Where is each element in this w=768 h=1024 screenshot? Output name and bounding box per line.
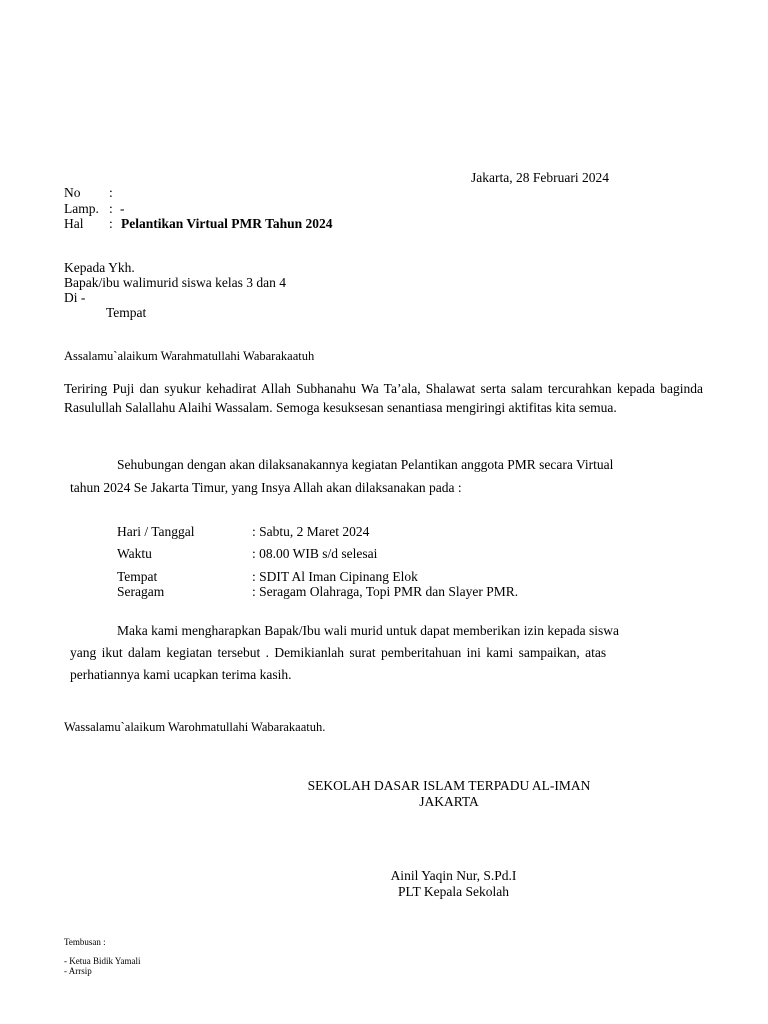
recipient-place: Tempat	[106, 305, 147, 320]
hal-label: Hal	[64, 216, 84, 231]
signatory-name: Ainil Yaqin Nur, S.Pd.I	[390, 868, 517, 883]
subject-line: Pelantikan Virtual PMR Tahun 2024	[121, 216, 333, 231]
cc-item: - Arrsip	[64, 966, 92, 976]
cc-item: - Ketua Bidik Yamali	[64, 956, 141, 966]
paragraph-request-line2: yang ikut dalam kegiatan tersebut . Demikianlah surat pemberitahuan ini kami sampaikan, atas	[70, 645, 607, 660]
detail-value-date: : Sabtu, 2 Maret 2024	[252, 524, 370, 539]
hal-separator: :	[109, 216, 113, 231]
detail-value-place: : SDIT Al Iman Cipinang Elok	[252, 569, 418, 584]
detail-value-time: : 08.00 WIB s/d selesai	[252, 546, 378, 561]
no-label: No	[64, 185, 81, 200]
cc-heading: Tembusan :	[64, 937, 106, 947]
opening-greeting: Assalamu`alaikum Warahmatullahi Wabarakaatuh	[64, 349, 315, 363]
paragraph-request-line1: Maka kami mengharapkan Bapak/Ibu wali murid untuk dapat memberikan izin kepada siswa	[117, 623, 619, 638]
recipient-di: Di -	[64, 290, 86, 305]
detail-label-time: Waktu	[117, 546, 152, 561]
detail-value-uniform: : Seragam Olahraga, Topi PMR dan Slayer PMR.	[252, 584, 519, 599]
recipient-name: Bapak/ibu walimurid siswa kelas 3 dan 4	[64, 275, 286, 290]
paragraph-announcement-line2: tahun 2024 Se Jakarta Timur, yang Insya Allah akan dilaksanakan pada :	[70, 480, 462, 495]
paragraph-announcement-line1: Sehubungan dengan akan dilaksanakannya kegiatan Pelantikan anggota PMR secara Virtual	[117, 457, 614, 472]
paragraph-request-line3: perhatiannya kami ucapkan terima kasih.	[70, 667, 292, 682]
detail-label-place: Tempat	[117, 569, 158, 584]
institution-city: JAKARTA	[419, 794, 479, 809]
recipient-salutation: Kepada Ykh.	[64, 260, 135, 275]
closing-greeting: Wassalamu`alaikum Warohmatullahi Wabarakaatuh.	[64, 720, 326, 734]
detail-label-date: Hari / Tanggal	[117, 524, 195, 539]
lamp-value: -	[120, 201, 125, 216]
lamp-separator: :	[109, 201, 113, 216]
letter-date: Jakarta, 28 Februari 2024	[471, 170, 609, 185]
signatory-title: PLT Kepala Sekolah	[398, 884, 509, 899]
no-separator: :	[109, 185, 113, 200]
detail-label-uniform: Seragam	[117, 584, 165, 599]
institution-name: SEKOLAH DASAR ISLAM TERPADU AL-IMAN	[307, 778, 591, 793]
lamp-label: Lamp.	[64, 201, 99, 216]
paragraph-opening: Teriring Puji dan syukur kehadirat Allah Subhanahu Wa Ta’ala, Shalawat serta salam tercurahkan kepada baginda Rasulullah Salallahu Alaihi Wassalam. Semoga kesuksesan senantiasa mengiringi aktifitas kita semua.	[64, 381, 703, 415]
